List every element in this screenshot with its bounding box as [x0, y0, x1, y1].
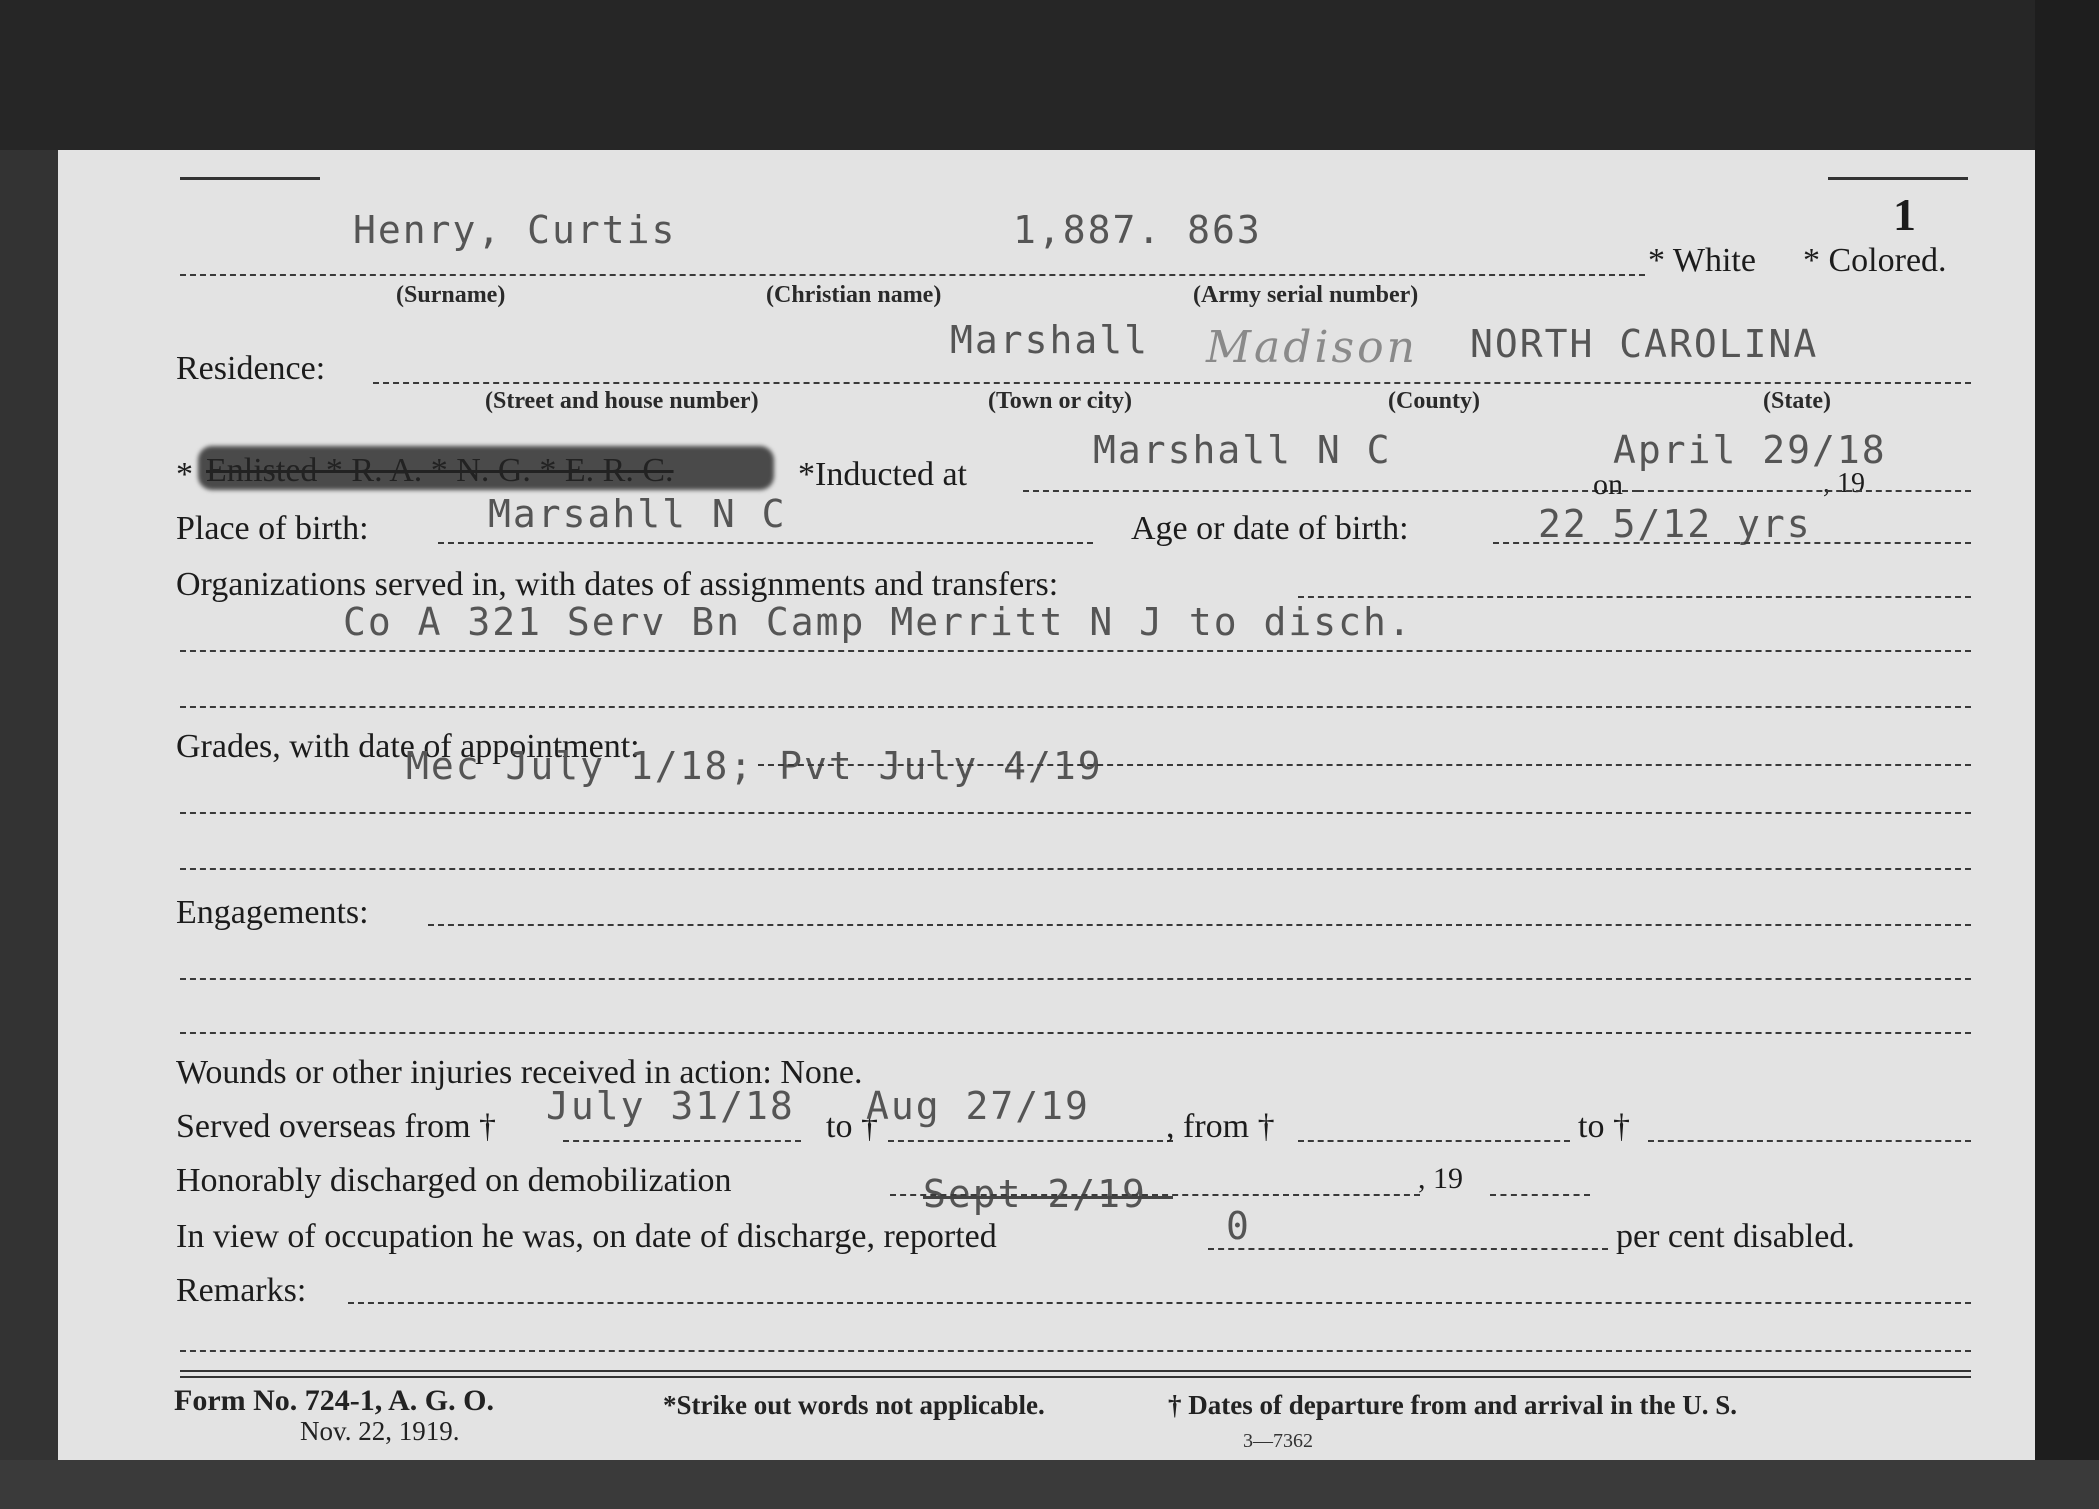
- birth-place-value: Marsahll N C: [488, 492, 787, 536]
- enlisted-struck-text: Enlisted * R. A. * N. G. * E. R. C.: [206, 452, 674, 489]
- inducted-label: *Inducted at: [798, 456, 967, 493]
- enlisted-asterisk: *: [176, 456, 193, 493]
- grades-value: Mec July 1/18; Pvt July 4/19: [406, 744, 1103, 788]
- discharge-date-strike: [923, 1196, 1173, 1199]
- form-date: Nov. 22, 1919.: [300, 1416, 460, 1446]
- race-colored-label: * Colored.: [1803, 242, 1947, 279]
- caption-street: (Street and house number): [485, 388, 759, 414]
- background-top: [0, 0, 2099, 150]
- footnote-strike-out: *Strike out words not applicable.: [663, 1390, 1045, 1420]
- residence-line: [373, 382, 1971, 384]
- year-prefix: , 19: [1823, 468, 1865, 499]
- organizations-label: Organizations served in, with dates of assignments and transfers:: [176, 566, 1059, 603]
- top-right-rule: [1828, 177, 1968, 180]
- organizations-line-2: [180, 650, 1971, 652]
- engagements-line-1: [428, 924, 1971, 926]
- overseas-to-value: Aug 27/19: [866, 1084, 1090, 1128]
- age-line: [1493, 542, 1971, 544]
- on-label: on: [1593, 468, 1623, 501]
- birth-place-label: Place of birth:: [176, 510, 369, 547]
- discharge-date-value: Sept 2/19: [923, 1172, 1147, 1216]
- overseas-to-label: to †: [826, 1108, 878, 1145]
- overseas-to2-label: to †: [1578, 1108, 1630, 1145]
- remarks-line-1: [348, 1302, 1971, 1304]
- disabled-value: 0: [1226, 1204, 1251, 1248]
- caption-christian-name: (Christian name): [766, 282, 942, 308]
- grades-label: Grades, with date of appointment:: [176, 728, 640, 765]
- inducted-line: [1023, 490, 1638, 492]
- grades-line-2: [180, 812, 1971, 814]
- card-number: 1: [1893, 189, 1916, 240]
- name-line: [180, 274, 1645, 276]
- overseas-from-value: July 31/18: [546, 1084, 795, 1128]
- induction-date-value: April 29/18: [1613, 428, 1887, 472]
- engagements-line-3: [180, 1032, 1971, 1034]
- wounds-label: Wounds or other injuries received in action: None.: [176, 1054, 863, 1091]
- background-right: [2035, 0, 2099, 1509]
- disabled-line: [1208, 1248, 1608, 1250]
- background-bottom: [0, 1460, 2099, 1509]
- discharge-label: Honorably discharged on demobilization: [176, 1162, 732, 1199]
- service-record-card: [58, 150, 2035, 1460]
- overseas-to2-line: [1648, 1140, 1971, 1142]
- remarks-label: Remarks:: [176, 1272, 307, 1309]
- caption-town: (Town or city): [988, 388, 1132, 414]
- discharge-year-line: [1490, 1194, 1590, 1196]
- caption-state: (State): [1763, 388, 1831, 414]
- overseas-to-line: [888, 1140, 1173, 1142]
- age-label: Age or date of birth:: [1131, 510, 1409, 547]
- organizations-line-3: [180, 706, 1971, 708]
- age-value: 22 5/12 yrs: [1538, 502, 1812, 546]
- caption-surname: (Surname): [396, 282, 506, 308]
- occupation-label: In view of occupation he was, on date of discharge, reported: [176, 1218, 997, 1255]
- residence-state-value: NORTH CAROLINA: [1470, 322, 1819, 366]
- footnote-dates: † Dates of departure from and arrival in the U. S.: [1168, 1390, 1737, 1420]
- birth-place-line: [438, 542, 1093, 544]
- engagements-label: Engagements:: [176, 894, 369, 931]
- overseas-from2-line: [1298, 1140, 1570, 1142]
- engagements-line-2: [180, 978, 1971, 980]
- form-number: Form No. 724-1, A. G. O.: [174, 1384, 494, 1417]
- bottom-rule-1: [180, 1370, 1971, 1372]
- disabled-suffix: per cent disabled.: [1616, 1218, 1855, 1255]
- remarks-line-2: [180, 1350, 1971, 1352]
- discharge-line: [890, 1194, 1420, 1196]
- grades-line-3: [180, 868, 1971, 870]
- discharge-year-prefix: , 19: [1418, 1162, 1463, 1195]
- residence-label: Residence:: [176, 350, 326, 387]
- residence-town-value: Marshall: [950, 318, 1150, 362]
- organizations-value: Co A 321 Serv Bn Camp Merritt N J to disch.: [343, 600, 1413, 644]
- overseas-label: Served overseas from †: [176, 1108, 497, 1145]
- date-line: [1638, 490, 1971, 492]
- race-white-label: * White: [1648, 242, 1756, 279]
- overseas-from2-label: , from †: [1166, 1108, 1275, 1145]
- overseas-from-line: [563, 1140, 801, 1142]
- inducted-at-value: Marshall N C: [1093, 428, 1392, 472]
- residence-county-value: Madison: [1206, 322, 1418, 373]
- surname-value: Henry, Curtis: [353, 208, 677, 252]
- grades-line-1: [758, 764, 1971, 766]
- bottom-rule-2: [180, 1376, 1971, 1378]
- caption-county: (County): [1388, 388, 1481, 414]
- print-code: 3—7362: [1243, 1430, 1313, 1452]
- organizations-line-1: [1298, 596, 1971, 598]
- serial-number-value: 1,887. 863: [1013, 208, 1262, 252]
- top-left-rule: [180, 177, 320, 180]
- caption-serial-number: (Army serial number): [1193, 282, 1419, 308]
- background-left: [0, 150, 58, 1460]
